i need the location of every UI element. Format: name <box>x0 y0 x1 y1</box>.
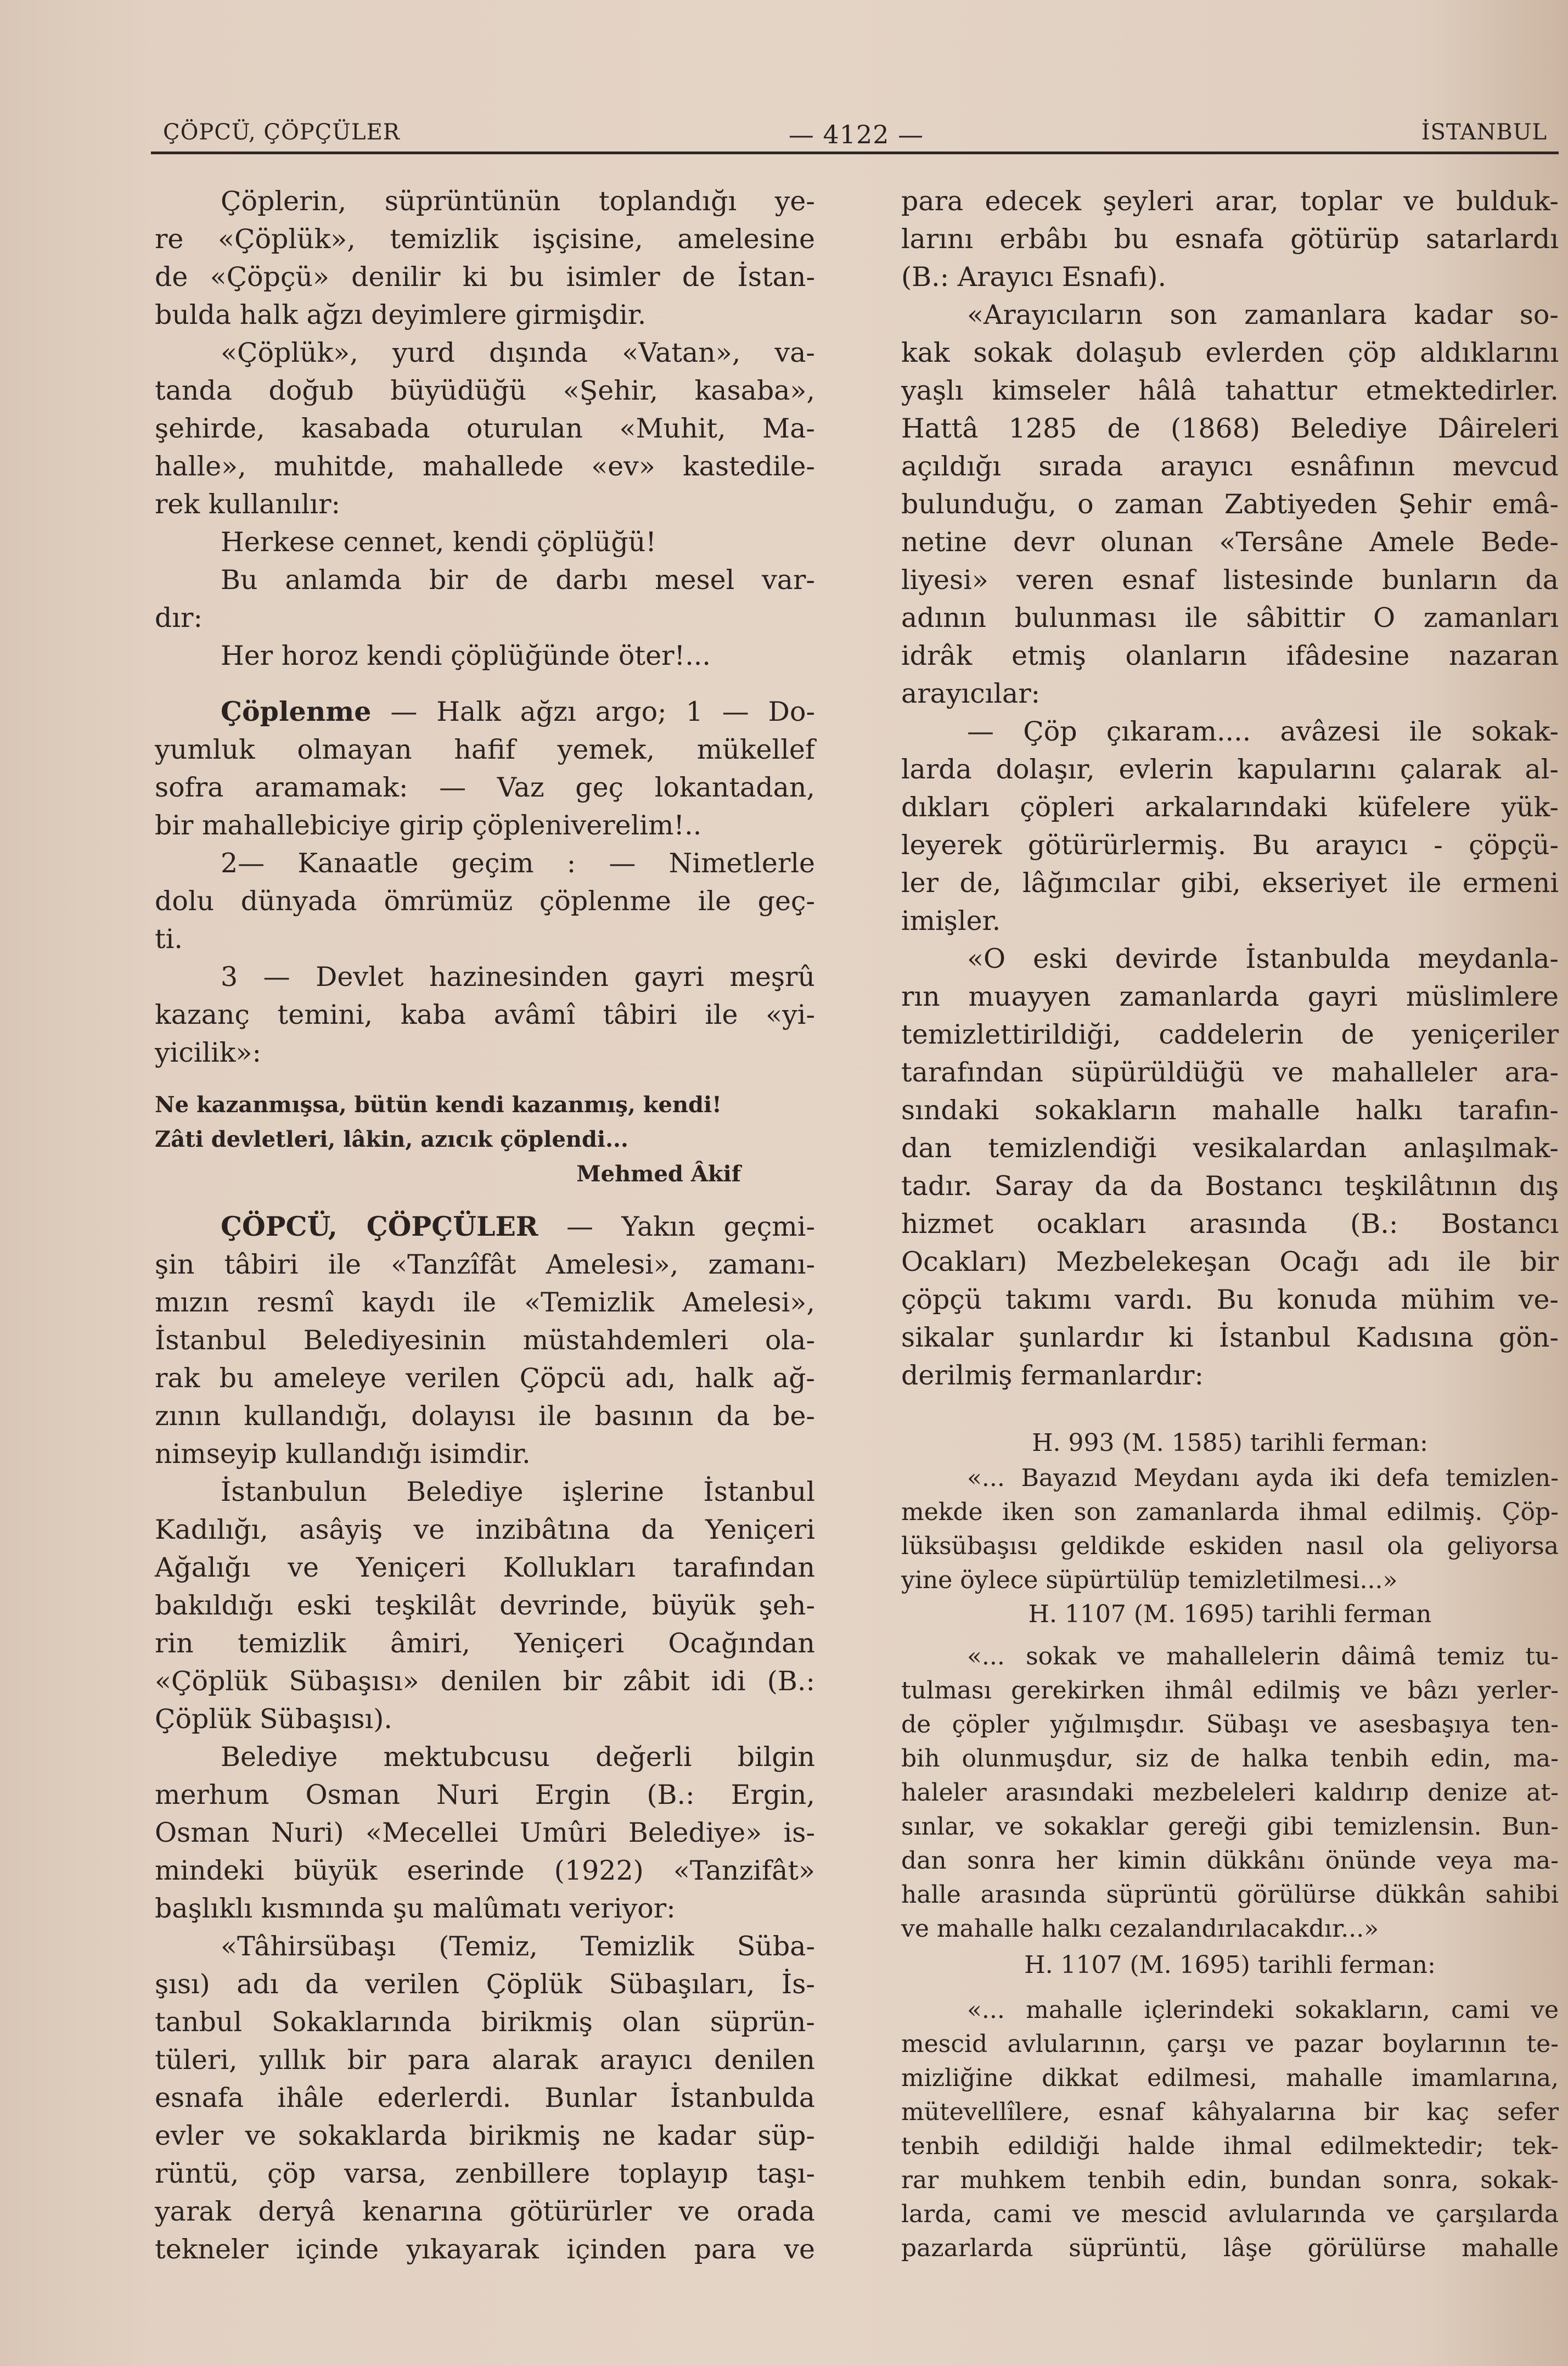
right-column <box>901 182 1559 2266</box>
page-number: — 4122 — <box>788 120 924 149</box>
text-line: şehirde, kasabada oturulan «Muhit, Ma- <box>155 413 815 444</box>
text-line: mızın resmî kaydı ile «Temizlik Amelesi», <box>155 1287 815 1318</box>
text-line: bakıldığı eski teşkilât devrinde, büyük şeh- <box>155 1590 815 1621</box>
text-line: netine devr olunan «Tersâne Amele Bede- <box>901 526 1559 558</box>
paragraph <box>155 1473 815 1738</box>
text-line: H. 1107 (M. 1695) tarihli ferman <box>1028 1600 1432 1628</box>
paragraph <box>155 844 815 958</box>
text-line: kak sokak dolaşub evlerden çöp aldıklarını <box>901 337 1559 368</box>
paragraph <box>901 1461 1559 1597</box>
text-line: rın muayyen zamanlarda gayri müslimlere <box>901 981 1559 1012</box>
entry-term: Çöplenme <box>221 696 372 727</box>
text-line: mütevellîlere, esnaf kâhyalarına bir kaç sefer <box>901 2098 1559 2126</box>
text-line: de «Çöpçü» denilir ki bu isimler de İstan- <box>155 261 815 293</box>
text-line: 3 — Devlet hazinesinden gayri meşrû <box>221 961 815 993</box>
text-line: «Çöplük», yurd dışında «Vatan», va- <box>221 337 815 368</box>
text-line: halle», muhitde, mahallede «ev» kastedile- <box>155 451 815 482</box>
text-line: lüksübaşısı geldikde eskiden nasıl ola geliyorsa <box>901 1532 1559 1560</box>
entry-definition: — Halk ağzı argo; 1 — Do- <box>371 696 815 727</box>
text-line: şısı) adı da verilen Çöplük Sübaşıları, İs- <box>155 1969 815 2000</box>
text-line: Ne kazanmışsa, bütün kendi kazanmış, kendi! <box>155 1092 722 1118</box>
text-line: Kadılığı, asâyiş ve inzibâtına da Yeniçeri <box>155 1514 815 1545</box>
text-line: yicilik»: <box>155 1037 261 1068</box>
text-line: Bu anlamda bir de darbı mesel var- <box>221 564 815 596</box>
text-line: H. 1107 (M. 1695) tarihli ferman: <box>1024 1951 1436 1979</box>
paragraph <box>155 1927 815 2268</box>
text-line: rüntü, çöp varsa, zenbillere toplayıp taşı- <box>155 2158 815 2189</box>
text-line: adının bulunması ile sâbittir O zamanları <box>901 602 1559 633</box>
text-line: hizmet ocakları arasında (B.: Bostancı <box>901 1208 1559 1240</box>
text-line: ve mahalle halkı cezalandırılacakdır...» <box>901 1915 1379 1943</box>
text-line: dolu dünyada ömrümüz çöplenme ile geç- <box>155 885 815 917</box>
paragraph <box>155 523 815 561</box>
text-line: tüleri, yıllık bir para alarak arayıcı denilen <box>155 2044 815 2076</box>
text-line: para edecek şeyleri arar, toplar ve bulduk- <box>901 186 1559 217</box>
paragraph <box>155 1208 815 1473</box>
text-line: İstanbulun Belediye işlerine İstanbul <box>221 1476 815 1507</box>
text-line: İstanbul Belediyesinin müstahdemleri ola- <box>155 1325 815 1356</box>
text-line: «... mahalle içlerindeki sokakların, cami ve <box>967 1996 1559 2024</box>
text-line: yine öylece süpürtülüp temizletilmesi...» <box>901 1566 1398 1594</box>
paragraph <box>155 1738 815 1927</box>
paragraph <box>901 1640 1559 1946</box>
text-line: Çöplerin, süprüntünün toplandığı ye- <box>221 186 815 217</box>
text-line: larda dolaşır, evlerin kapularını çalarak al- <box>901 754 1559 785</box>
text-line: rek kullanılır: <box>155 489 340 520</box>
text-line: dıkları çöpleri arkalarındaki küfelere yük- <box>901 792 1559 823</box>
text-line: re «Çöplük», temizlik işçisine, amelesine <box>155 223 815 255</box>
text-line: yarak deryâ kenarına götürürler ve orada <box>155 2196 815 2227</box>
text-line: «... sokak ve mahallelerin dâimâ temiz tu- <box>967 1642 1559 1670</box>
text-line: halle arasında süprüntü görülürse dükkân sahibi <box>901 1881 1559 1909</box>
text-line: dan sonra her kimin dükkânı önünde veya ma- <box>901 1847 1559 1875</box>
text-line: rin temizlik âmiri, Yeniçeri Ocağından <box>155 1628 815 1659</box>
verse-quote <box>155 1087 815 1191</box>
text-line: merhum Osman Nuri Ergin (B.: Ergin, <box>155 1779 815 1810</box>
text-line: tekneler içinde yıkayarak içinden para ve <box>155 2234 815 2265</box>
text-line: Belediye mektubcusu değerli bilgin <box>221 1741 815 1773</box>
text-line: Herkese cennet, kendi çöplüğü! <box>221 526 656 558</box>
text-line: zının kullandığı, dolayısı ile basının da be- <box>155 1400 815 1432</box>
text-line: «Arayıcıların son zamanlara kadar so- <box>967 299 1559 330</box>
text-line: Osman Nuri) «Mecellei Umûri Belediye» is- <box>155 1817 815 1848</box>
text-line <box>155 693 815 731</box>
text-line: tanbul Sokaklarında birikmiş olan süprün- <box>155 2006 815 2038</box>
text-line: «... Bayazıd Meydanı ayda iki defa temizlen- <box>967 1464 1559 1492</box>
text-line: tarafından süpürüldüğü ve mahalleler ara- <box>901 1057 1559 1088</box>
text-line: bih olunmuşdur, siz de halka tenbih edin, ma- <box>901 1745 1559 1773</box>
text-line: tanda doğub büyüdüğü «Şehir, kasaba», <box>155 375 815 406</box>
text-line: idrâk etmiş olanların ifâdesine nazaran <box>901 640 1559 671</box>
text-line: çöpçü takımı vardı. Bu konuda mühim ve- <box>901 1284 1559 1315</box>
text-line: mizliğine dikkat edilmesi, mahalle imamlarına, <box>901 2064 1559 2092</box>
text-line: kazanç temini, kaba avâmî tâbiri ile «yi- <box>155 999 815 1030</box>
text-line: dır: <box>155 602 203 633</box>
text-line: tenbih edildiği halde ihmal edilmektedir; tek- <box>901 2132 1559 2160</box>
text-line: «Çöplük Sübaşısı» denilen bir zâbit idi (B.: <box>155 1666 815 1697</box>
text-line: arayıcılar: <box>901 678 1041 709</box>
paragraph <box>155 561 815 637</box>
text-line: — Çöp çıkaram.... avâzesi ile sokak- <box>967 716 1559 747</box>
text-line: imişler. <box>901 905 1001 937</box>
text-line: sofra aramamak: — Vaz geç lokantadan, <box>155 772 815 803</box>
running-head-volume: İSTANBUL <box>1421 120 1547 145</box>
text-line: ler de, lâğımcılar gibi, ekseriyet ile ermeni <box>901 867 1559 899</box>
signature: Mehmed Âkif <box>576 1161 741 1187</box>
text-line: liyesi» veren esnaf listesinde bunların da <box>901 564 1559 596</box>
text-line: mekde iken son zamanlarda ihmal edilmiş. Çöp- <box>901 1498 1559 1526</box>
text-line: Zâti devletleri, lâkin, azıcık çöplendi... <box>155 1126 628 1152</box>
text-line: bulunduğu, o zaman Zabtiyeden Şehir emâ- <box>901 489 1559 520</box>
paragraph <box>901 296 1559 713</box>
paragraph <box>901 182 1559 296</box>
text-line <box>155 1208 815 1246</box>
text-line: larını erbâbı bu esnafa götürüp satarlardı <box>901 223 1559 255</box>
text-line: sikalar şunlardır ki İstanbul Kadısına gön- <box>901 1322 1559 1353</box>
text-line: Her horoz kendi çöplüğünde öter!... <box>221 640 711 671</box>
ferman-heading <box>901 1948 1559 1982</box>
paragraph <box>155 637 815 675</box>
text-line: esnafa ihâle ederlerdi. Bunlar İstanbulda <box>155 2082 815 2113</box>
text-line: rar muhkem tenbih edin, bundan sonra, sokak- <box>901 2166 1559 2194</box>
text-line: sınlar, ve sokaklar gereği gibi temizlensin. Bun- <box>901 1813 1559 1841</box>
text-line: Çöplük Sübaşısı). <box>155 1703 392 1735</box>
paragraph <box>901 940 1559 1394</box>
text-line: «O eski devirde İstanbulda meydanla- <box>967 943 1559 974</box>
text-line: Ağalığı ve Yeniçeri Kollukları tarafından <box>155 1552 815 1583</box>
text-line: tulması gerekirken ihmâl edilmiş ve bâzı yerler- <box>901 1677 1559 1705</box>
entry-term: ÇÖPCÜ, ÇÖPÇÜLER <box>221 1210 538 1242</box>
text-line: tadır. Saray da da Bostancı teşkilâtının dış <box>901 1170 1559 1202</box>
entry-definition: — Yakın geçmi- <box>538 1211 816 1242</box>
text-line: temizlettirildiği, caddelerin de yeniçeriler <box>901 1019 1559 1050</box>
text-line: leyerek götürürlermiş. Bu arayıcı - çöpçü- <box>901 829 1559 861</box>
text-line: sındaki sokakların mahalle halkı tarafın- <box>901 1095 1559 1126</box>
text-line: mescid avlularının, çarşı ve pazar boylarının te- <box>901 2030 1559 2058</box>
text-line: mindeki büyük eserinde (1922) «Tanzifât» <box>155 1855 815 1886</box>
text-line: nimseyip kullandığı isimdir. <box>155 1438 531 1470</box>
text-line: şin tâbiri ile «Tanzîfât Amelesi», zamanı- <box>155 1249 815 1280</box>
left-column <box>155 182 815 2268</box>
text-line: dan temizlendiği vesikalardan anlaşılmak- <box>901 1132 1559 1164</box>
text-line: açıldığı sırada arayıcı esnâfının mevcud <box>901 451 1559 482</box>
paragraph <box>901 713 1559 940</box>
text-line: evler ve sokaklarda birikmiş ne kadar süp- <box>155 2120 815 2151</box>
text-line: yaşlı kimseler hâlâ tahattur etmektedirler. <box>901 375 1559 406</box>
text-line: bulda halk ağzı deyimlere girmişdir. <box>155 299 647 330</box>
text-line: derilmiş fermanlardır: <box>901 1360 1204 1391</box>
ferman-heading <box>901 1597 1559 1631</box>
header-rule <box>151 152 1559 154</box>
text-line: ti. <box>155 923 183 955</box>
ferman-heading <box>901 1426 1559 1460</box>
text-line: Hattâ 1285 de (1868) Belediye Dâireleri <box>901 413 1559 444</box>
text-line: pazarlarda süprüntü, lâşe görülürse mahalle <box>901 2234 1559 2262</box>
text-line: Ocakları) Mezbelekeşan Ocağı adı ile bir <box>901 1246 1559 1277</box>
running-head-title: ÇÖPCÜ, ÇÖPÇÜLER <box>163 120 400 145</box>
text-line: bir mahallebiciye girip çöpleniverelim!.. <box>155 810 702 841</box>
text-line: 2— Kanaatle geçim : — Nimetlerle <box>221 848 815 879</box>
paragraph <box>155 693 815 844</box>
text-line: başlıklı kısmında şu malûmatı veriyor: <box>155 1893 676 1924</box>
text-line: yumluk olmayan hafif yemek, mükellef <box>155 734 815 765</box>
text-line: haleler arasındaki mezbeleleri kaldırıp denize at- <box>901 1779 1559 1807</box>
paragraph <box>155 958 815 1072</box>
text-line: de çöpler yığılmışdır. Sübaşı ve asesbaşıya ten- <box>901 1711 1559 1739</box>
paragraph <box>155 334 815 523</box>
paragraph <box>901 1993 1559 2266</box>
text-line: rak bu ameleye verilen Çöpcü adı, halk ağ- <box>155 1363 815 1394</box>
text-line: H. 993 (M. 1585) tarihli ferman: <box>1032 1429 1428 1457</box>
text-line: «Tâhirsübaşı (Temiz, Temizlik Süba- <box>221 1931 815 1962</box>
text-line: larda, cami ve mescid avlularında ve çarşılarda <box>901 2200 1559 2228</box>
paragraph <box>155 182 815 334</box>
text-line: (B.: Arayıcı Esnafı). <box>901 261 1167 293</box>
